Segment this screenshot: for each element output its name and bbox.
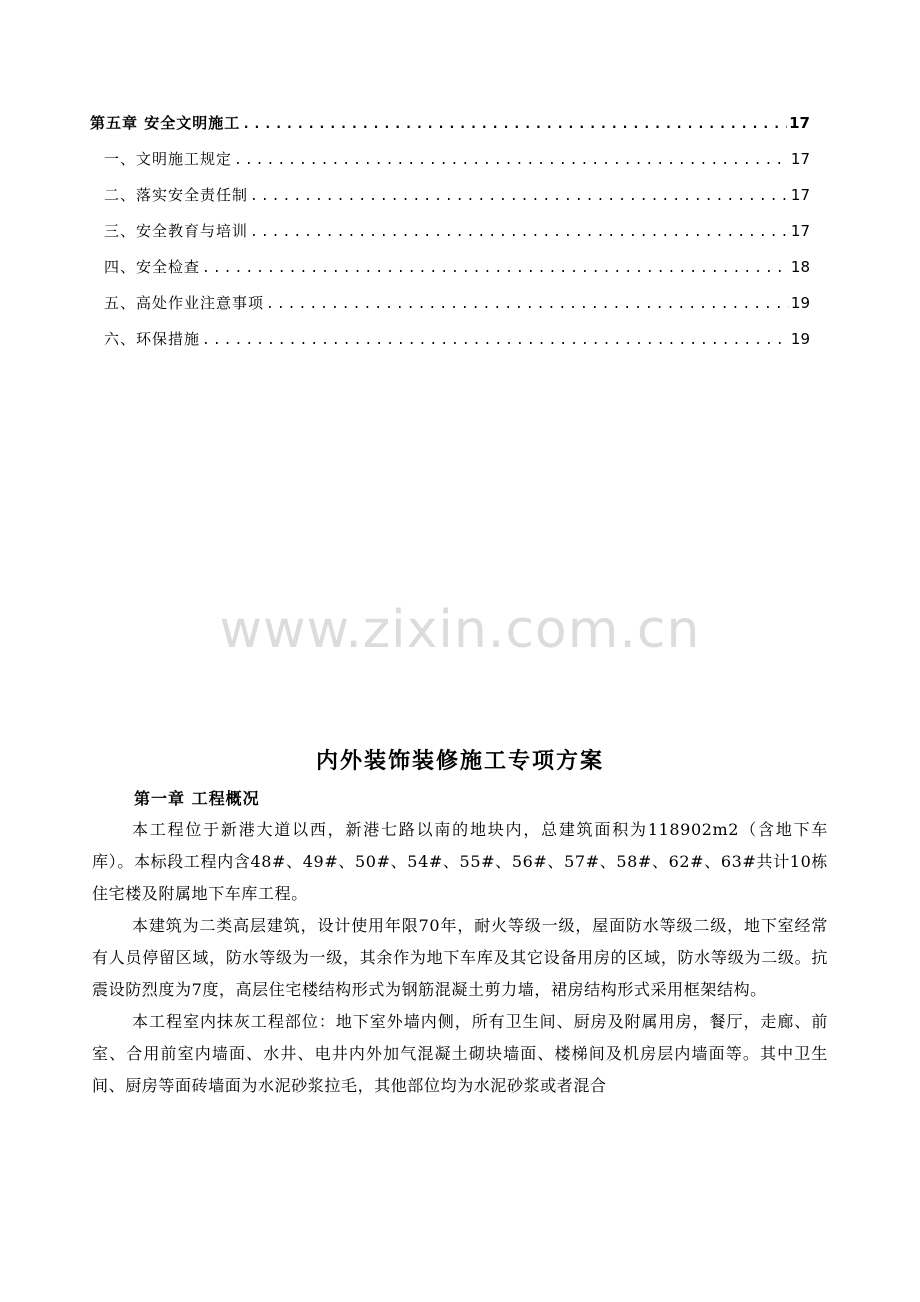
chapter-heading: 第一章 工程概况: [134, 789, 260, 808]
toc-entry-page: 18: [790, 258, 810, 276]
toc-dot-leader: [266, 297, 789, 312]
toc-entry-page: 19: [790, 330, 810, 348]
toc-entry-page: 17: [790, 222, 810, 240]
toc-section-entry[interactable]: [90, 292, 810, 328]
toc-chapter-entry[interactable]: [90, 112, 810, 148]
toc-entry-label: 三、安全教育与培训: [104, 222, 249, 240]
toc-entry-page: 17: [790, 186, 810, 204]
toc-entry-label: 一、文明施工规定: [104, 150, 233, 168]
toc-section-entry[interactable]: [90, 220, 810, 256]
toc-section-entry[interactable]: [90, 328, 810, 364]
toc-entry-label: 六、环保措施: [104, 330, 201, 348]
body-paragraph: 本建筑为二类高层建筑，设计使用年限70年，耐火等级一级，屋面防水等级二级，地下室经常有人员停留区域，防水等级为一级，其余作为地下车库及其它设备用房的区域，防水等级为二级。抗震设防烈度为7度，高层住宅楼结构形式为钢筋混凝土剪力墙，裙房结构形式采用框架结构。: [92, 916, 828, 999]
document-body: [92, 814, 828, 1102]
body-paragraph: 本工程位于新港大道以西，新港七路以南的地块内，总建筑面积为118902m2（含地下车库）。本标段工程内含48#、49#、50#、54#、55#、56#、57#、58#、62#、63#共计10栋住宅楼及附属地下车库工程。: [92, 820, 828, 903]
table-of-contents: [90, 112, 810, 364]
body-paragraph: 本工程室内抹灰工程部位：地下室外墙内侧，所有卫生间、厨房及附属用房，餐厅，走廊、前室、合用前室内墙面、水井、电井内外加气混凝土砌块墙面、楼梯间及机房层内墙面等。其中卫生间、厨房等面砖墙面为水泥砂浆拉毛，其他部位均为水泥砂浆或者混合: [92, 1012, 828, 1095]
toc-dot-leader: [242, 117, 787, 132]
toc-entry-label: 二、落实安全责任制: [104, 186, 249, 204]
toc-dot-leader: [202, 333, 789, 348]
toc-entry-label: 第五章 安全文明施工: [90, 114, 241, 132]
toc-dot-leader: [250, 225, 789, 240]
document-title: 内外装饰装修施工专项方案: [315, 748, 604, 774]
toc-dot-leader: [234, 153, 789, 168]
toc-dot-leader: [250, 189, 789, 204]
toc-section-entry[interactable]: [90, 148, 810, 184]
toc-entry-label: 四、安全检查: [104, 258, 201, 276]
toc-dot-leader: [202, 261, 789, 276]
toc-entry-page: 19: [790, 294, 810, 312]
watermark-text: www.zixin.com.cn: [219, 600, 701, 660]
toc-entry-page: 17: [790, 150, 810, 168]
toc-entry-page: 17: [789, 114, 810, 132]
toc-section-entry[interactable]: [90, 184, 810, 220]
toc-entry-label: 五、高处作业注意事项: [104, 294, 265, 312]
toc-section-entry[interactable]: [90, 256, 810, 292]
